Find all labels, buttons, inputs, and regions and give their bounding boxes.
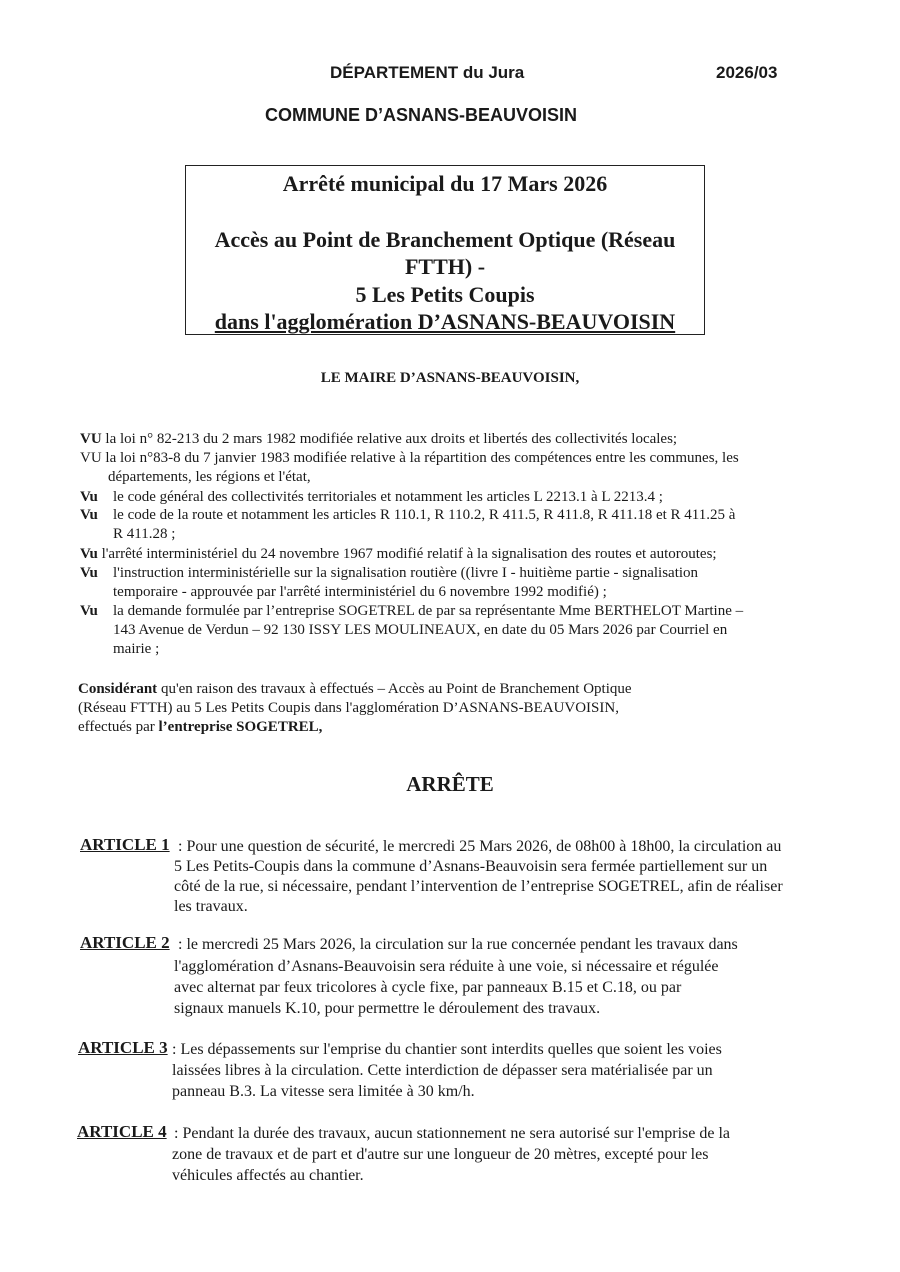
considerant-line-1 bbox=[78, 680, 632, 699]
document-reference: 2026/03 bbox=[716, 63, 778, 82]
vu-label: Vu bbox=[80, 546, 98, 562]
vu-label: VU bbox=[80, 450, 102, 466]
vu-clause-4-continued: R 411.28 ; bbox=[113, 526, 176, 542]
article-3-line-2: laissées libres à la circulation. Cette interdiction de dépasser sera matérialisée par un bbox=[172, 1062, 713, 1079]
vu-text: le code de la route et notamment les articles R 110.1, R 110.2, R 411.5, R 411.8, R 411.18 et R 411.25 à bbox=[113, 507, 736, 523]
considerant-label: Considérant bbox=[78, 681, 158, 697]
vu-clause-7-continued-1: 143 Avenue de Verdun – 92 130 ISSY LES MOULINEAUX, en date du 05 Mars 2026 par Courriel en bbox=[113, 622, 728, 638]
article-2-line-1: : le mercredi 25 Mars 2026, la circulation sur la rue concernée pendant les travaux dans bbox=[178, 936, 738, 953]
article-3-line-1: : Les dépassements sur l'emprise du chantier sont interdits quelles que soient les voies bbox=[172, 1041, 722, 1058]
article-2-line-2: l'agglomération d’Asnans-Beauvoisin sera réduite à une voie, si nécessaire et régulée bbox=[174, 958, 719, 975]
vu-label: VU bbox=[80, 431, 102, 447]
article-4-line-2: zone de travaux et de part et d'autre sur une longueur de 20 mètres, excepté pour les bbox=[172, 1146, 709, 1163]
title-line-decree: Arrêté municipal du 17 Mars 2026 bbox=[282, 171, 608, 196]
article-2-title: ARTICLE 2 bbox=[80, 933, 170, 952]
commune-title: COMMUNE D’ASNANS-BEAUVOISIN bbox=[265, 105, 578, 125]
considerant-company: l’entreprise SOGETREL, bbox=[158, 719, 323, 735]
article-4-line-3: véhicules affectés au chantier. bbox=[172, 1167, 364, 1184]
title-line-agglomeration: dans l'agglomération D’ASNANS-BEAUVOISIN bbox=[214, 309, 676, 334]
article-1-line-2: 5 Les Petits-Coupis dans la commune d’Asnans-Beauvoisin sera fermée partiellement sur un bbox=[174, 858, 768, 875]
vu-label: Vu bbox=[80, 603, 98, 619]
vu-clause-5 bbox=[80, 545, 717, 564]
vu-clause-3 bbox=[80, 488, 98, 507]
vu-text: l'arrêté interministériel du 24 novembre 1967 modifié relatif à la signalisation des routes et autoroutes; bbox=[101, 546, 717, 562]
vu-clause-7 bbox=[80, 602, 98, 621]
vu-clause-6-continued: temporaire - approuvée par l'arrêté interministériel du 6 novembre 1992 modifié) ; bbox=[113, 584, 607, 600]
arrete-heading: ARRÊTE bbox=[406, 772, 494, 796]
considerant-text: qu'en raison des travaux à effectués – Accès au Point de Branchement Optique bbox=[160, 681, 632, 697]
vu-clause-2-continued: départements, les régions et l'état, bbox=[108, 469, 311, 485]
article-2-line-4: signaux manuels K.10, pour permettre le déroulement des travaux. bbox=[174, 1000, 601, 1017]
vu-text: la demande formulée par l’entreprise SOGETREL de par sa représentante Mme BERTHELOT Martine – bbox=[113, 603, 744, 619]
article-3-line-3: panneau B.3. La vitesse sera limitée à 30 km/h. bbox=[172, 1083, 475, 1100]
article-2-line-3: avec alternat par feux tricolores à cycle fixe, par panneaux B.15 et C.18, ou par bbox=[174, 979, 682, 996]
vu-clause-4 bbox=[80, 506, 98, 525]
article-1-line-1: : Pour une question de sécurité, le mercredi 25 Mars 2026, de 08h00 à 18h00, la circulation au bbox=[178, 838, 782, 855]
vu-label: Vu bbox=[80, 507, 98, 523]
article-1-title: ARTICLE 1 bbox=[80, 835, 170, 854]
vu-text: l'instruction interministérielle sur la signalisation routière ((livre I - huitième partie - signalisation bbox=[113, 565, 699, 581]
vu-label: Vu bbox=[80, 489, 98, 505]
vu-clause-2 bbox=[80, 449, 739, 468]
article-4-line-1: : Pendant la durée des travaux, aucun stationnement ne sera autorisé sur l'emprise de la bbox=[174, 1125, 731, 1142]
vu-clause-6 bbox=[80, 564, 98, 583]
article-3-title: ARTICLE 3 bbox=[78, 1038, 168, 1057]
vu-clause-1 bbox=[80, 430, 677, 449]
vu-text: la loi n°83-8 du 7 janvier 1983 modifiée relative à la répartition des compétences entre les communes, les bbox=[105, 450, 739, 466]
title-line-subject-1: Accès au Point de Branchement Optique (Réseau bbox=[214, 227, 676, 252]
vu-text: la loi n° 82-213 du 2 mars 1982 modifiée relative aux droits et libertés des collectivités locales; bbox=[105, 431, 678, 447]
article-1-line-3: côté de la rue, si nécessaire, pendant l’intervention de l’entreprise SOGETREL, afin de réaliser bbox=[174, 878, 783, 895]
considerant-prefix: effectués par bbox=[78, 719, 155, 735]
title-line-address: 5 Les Petits Coupis bbox=[355, 282, 535, 307]
article-4-title: ARTICLE 4 bbox=[77, 1122, 167, 1141]
article-1-line-4: les travaux. bbox=[174, 898, 248, 915]
department-label: DÉPARTEMENT du Jura bbox=[330, 63, 525, 82]
vu-clause-7-continued-2: mairie ; bbox=[113, 641, 160, 657]
mayor-heading: LE MAIRE D’ASNANS-BEAUVOISIN, bbox=[320, 370, 580, 386]
considerant-line-2: (Réseau FTTH) au 5 Les Petits Coupis dans l'agglomération D’ASNANS-BEAUVOISIN, bbox=[78, 700, 619, 716]
title-line-subject-2: FTTH) - bbox=[404, 254, 486, 279]
considerant-line-3 bbox=[78, 718, 322, 737]
vu-label: Vu bbox=[80, 565, 98, 581]
vu-text: le code général des collectivités territoriales et notamment les articles L 2213.1 à L 2213.4 ; bbox=[113, 489, 663, 505]
